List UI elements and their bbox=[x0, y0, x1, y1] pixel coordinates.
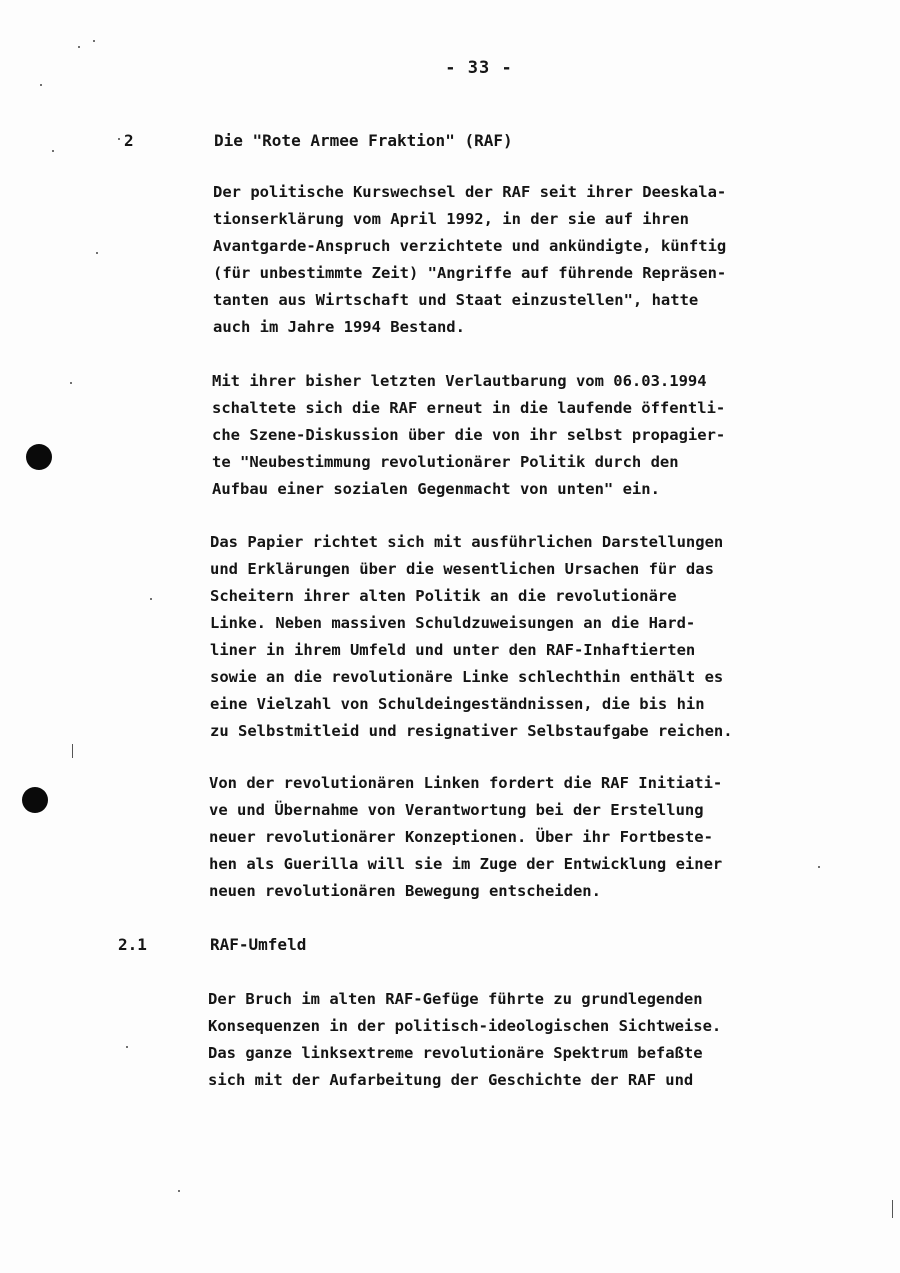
scan-speck bbox=[96, 252, 98, 254]
text-line: tanten aus Wirtschaft und Staat einzustellen", hatte bbox=[213, 291, 699, 309]
punch-hole bbox=[26, 444, 52, 470]
text-line: Das ganze linksextreme revolutionäre Spektrum befaßte bbox=[208, 1044, 703, 1062]
text-line: hen als Guerilla will sie im Zuge der Entwicklung einer bbox=[209, 855, 723, 873]
text-line: und Erklärungen über die wesentlichen Ursachen für das bbox=[210, 560, 714, 578]
text-line: Der politische Kurswechsel der RAF seit ihrer Deeskala- bbox=[213, 183, 727, 201]
scan-speck bbox=[818, 866, 820, 868]
scan-speck bbox=[150, 598, 152, 600]
section-number: 2.1 bbox=[118, 935, 147, 954]
page-number: - 33 - bbox=[445, 58, 513, 78]
text-line: Linke. Neben massiven Schuldzuweisungen an die Hard- bbox=[210, 614, 696, 632]
section-number: 2 bbox=[124, 131, 134, 150]
scan-mark bbox=[72, 744, 73, 758]
text-line: ve und Übernahme von Verantwortung bei der Erstellung bbox=[209, 801, 704, 819]
scan-speck bbox=[40, 84, 42, 86]
section-title: RAF-Umfeld bbox=[210, 935, 307, 954]
scan-speck bbox=[70, 382, 72, 384]
punch-hole bbox=[22, 787, 48, 813]
text-line: auch im Jahre 1994 Bestand. bbox=[213, 318, 465, 336]
scan-mark bbox=[892, 1200, 893, 1218]
text-line: Das Papier richtet sich mit ausführlichen Darstellungen bbox=[210, 533, 724, 551]
text-line: che Szene-Diskussion über die von ihr selbst propagier- bbox=[212, 426, 726, 444]
text-line: Mit ihrer bisher letzten Verlautbarung vom 06.03.1994 bbox=[212, 372, 707, 390]
section-title: Die "Rote Armee Fraktion" (RAF) bbox=[214, 131, 513, 150]
text-line: (für unbestimmte Zeit) "Angriffe auf führende Repräsen- bbox=[213, 264, 727, 282]
scan-speck bbox=[126, 1046, 128, 1048]
text-line: te "Neubestimmung revolutionärer Politik durch den bbox=[212, 453, 679, 471]
text-line: sich mit der Aufarbeitung der Geschichte der RAF und bbox=[208, 1071, 694, 1089]
text-line: zu Selbstmitleid und resignativer Selbstaufgabe reichen. bbox=[210, 722, 733, 740]
scan-speck bbox=[52, 150, 54, 152]
scan-speck bbox=[78, 46, 80, 48]
text-line: Aufbau einer sozialen Gegenmacht von unten" ein. bbox=[212, 480, 660, 498]
scan-speck bbox=[178, 1190, 180, 1192]
text-line: schaltete sich die RAF erneut in die laufende öffentli- bbox=[212, 399, 726, 417]
scan-speck bbox=[93, 40, 95, 42]
text-line: Von der revolutionären Linken fordert die RAF Initiati- bbox=[209, 774, 723, 792]
text-line: neuen revolutionären Bewegung entscheiden. bbox=[209, 882, 601, 900]
text-line: Der Bruch im alten RAF-Gefüge führte zu grundlegenden bbox=[208, 990, 703, 1008]
text-line: liner in ihrem Umfeld und unter den RAF-Inhaftierten bbox=[210, 641, 696, 659]
text-line: neuer revolutionärer Konzeptionen. Über ihr Fortbeste- bbox=[209, 828, 713, 846]
text-line: Scheitern ihrer alten Politik an die revolutionäre bbox=[210, 587, 677, 605]
text-line: tionserklärung vom April 1992, in der sie auf ihren bbox=[213, 210, 689, 228]
text-line: Avantgarde-Anspruch verzichtete und ankündigte, künftig bbox=[213, 237, 727, 255]
scan-speck bbox=[118, 138, 120, 140]
text-line: sowie an die revolutionäre Linke schlechthin enthält es bbox=[210, 668, 724, 686]
text-line: eine Vielzahl von Schuldeingeständnissen, die bis hin bbox=[210, 695, 705, 713]
text-line: Konsequenzen in der politisch-ideologischen Sichtweise. bbox=[208, 1017, 722, 1035]
